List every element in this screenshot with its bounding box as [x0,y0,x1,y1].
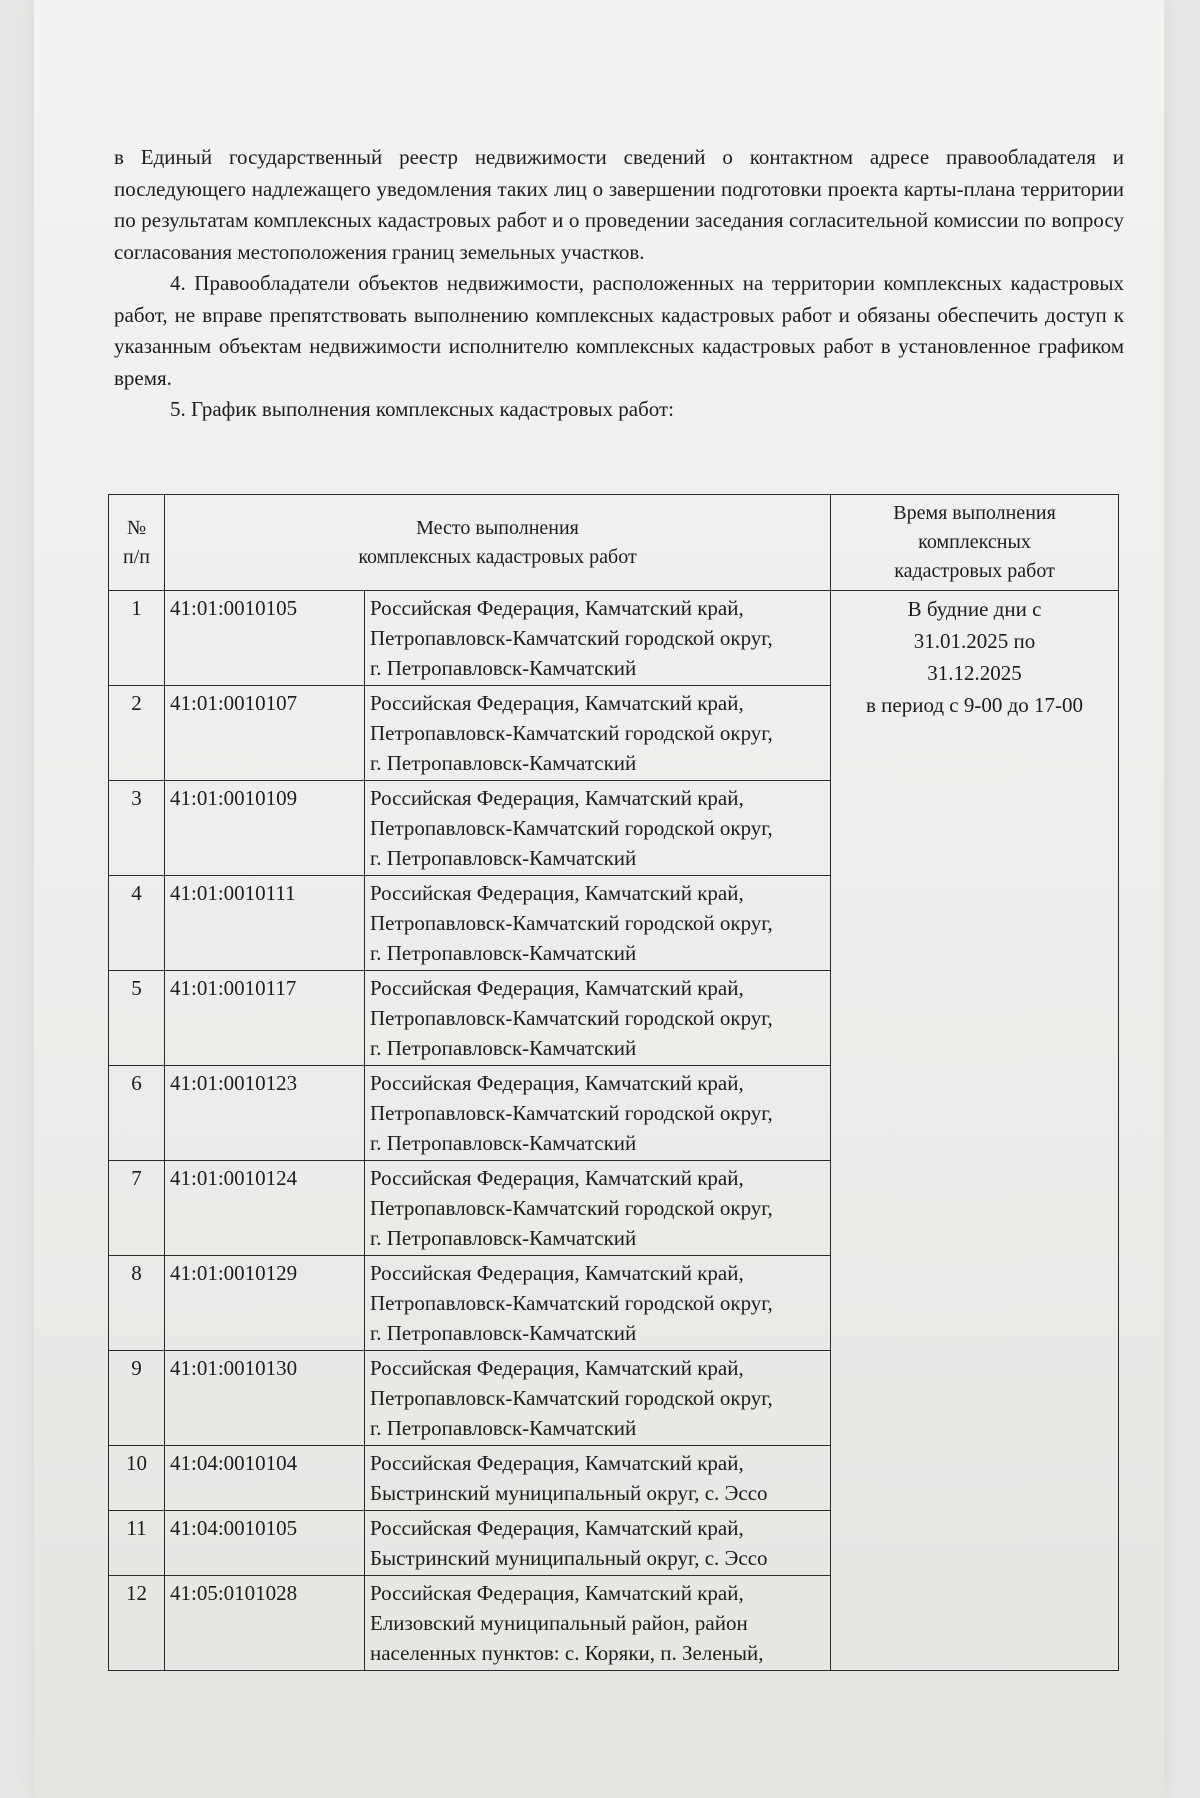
cadastral-block: 41:01:0010117 [165,971,365,1066]
cadastral-block: 41:01:0010123 [165,1066,365,1161]
row-number: 12 [109,1576,165,1671]
paragraph-contact-address: в Единый государственный реестр недвижимости сведений о контактном адресе правообладателя и последующего надлежащего уведомления таких лиц о завершении подготовки проекта карты-плана территории по результатам комплексных кадастровых работ и о проведении заседания согласительной комиссии по вопросу согласования местоположения границ земельных участков. [114,145,1124,264]
header-number: № п/п [109,495,165,591]
cadastral-block: 41:01:0010129 [165,1256,365,1351]
cadastral-block: 41:04:0010104 [165,1446,365,1511]
address-cell: Российская Федерация, Камчатский край, Петропавловск-Камчатский городской округ, г. Петропавловск-Камчатский [365,971,831,1066]
document-page [34,0,1164,1798]
address-cell: Российская Федерация, Камчатский край, Быстринский муниципальный округ, с. Эссо [365,1446,831,1511]
row-number: 1 [109,591,165,686]
cadastral-block: 41:04:0010105 [165,1511,365,1576]
row-number: 5 [109,971,165,1066]
cadastral-block: 41:01:0010109 [165,781,365,876]
header-time: Время выполнения комплексных кадастровых работ [831,495,1119,591]
row-number: 11 [109,1511,165,1576]
cadastral-block: 41:01:0010105 [165,591,365,686]
address-cell: Российская Федерация, Камчатский край, Петропавловск-Камчатский городской округ, г. Петропавловск-Камчатский [365,781,831,876]
row-number: 6 [109,1066,165,1161]
table-row [109,591,1119,686]
address-cell: Российская Федерация, Камчатский край, Елизовский муниципальный район, район населенных пунктов: с. Коряки, п. Зеленый, [365,1576,831,1671]
address-cell: Российская Федерация, Камчатский край, Быстринский муниципальный округ, с. Эссо [365,1511,831,1576]
cadastral-block: 41:01:0010107 [165,686,365,781]
work-time-cell: В будние дни с 31.01.2025 по 31.12.2025 в период с 9-00 до 17-00 [831,591,1119,1671]
table-header-row [109,495,1119,591]
paragraph-item-5: 5. График выполнения комплексных кадастровых работ: [170,397,674,421]
cadastral-block: 41:01:0010130 [165,1351,365,1446]
row-number: 4 [109,876,165,971]
cadastral-block: 41:01:0010124 [165,1161,365,1256]
address-cell: Российская Федерация, Камчатский край, Петропавловск-Камчатский городской округ, г. Петропавловск-Камчатский [365,1256,831,1351]
paragraph-item-4: 4. Правообладатели объектов недвижимости, расположенных на территории комплексных кадастровых работ, не вправе препятствовать выполнению комплексных кадастровых работ и обязаны обеспечить доступ к указанным объектам недвижимости исполнителю комплексных кадастровых работ в установленное графиком время. [114,271,1124,390]
address-cell: Российская Федерация, Камчатский край, Петропавловск-Камчатский городской округ, г. Петропавловск-Камчатский [365,1066,831,1161]
cadastral-block: 41:05:0101028 [165,1576,365,1671]
row-number: 8 [109,1256,165,1351]
row-number: 3 [109,781,165,876]
document-body-text [114,142,1124,426]
row-number: 10 [109,1446,165,1511]
address-cell: Российская Федерация, Камчатский край, Петропавловск-Камчатский городской округ, г. Петропавловск-Камчатский [365,591,831,686]
address-cell: Российская Федерация, Камчатский край, Петропавловск-Камчатский городской округ, г. Петропавловск-Камчатский [365,1161,831,1256]
cadastral-block: 41:01:0010111 [165,876,365,971]
row-number: 7 [109,1161,165,1256]
address-cell: Российская Федерация, Камчатский край, Петропавловск-Камчатский городской округ, г. Петропавловск-Камчатский [365,876,831,971]
schedule-table [108,494,1119,1671]
row-number: 2 [109,686,165,781]
header-place: Место выполнения комплексных кадастровых работ [165,495,831,591]
row-number: 9 [109,1351,165,1446]
address-cell: Российская Федерация, Камчатский край, Петропавловск-Камчатский городской округ, г. Петропавловск-Камчатский [365,1351,831,1446]
address-cell: Российская Федерация, Камчатский край, Петропавловск-Камчатский городской округ, г. Петропавловск-Камчатский [365,686,831,781]
